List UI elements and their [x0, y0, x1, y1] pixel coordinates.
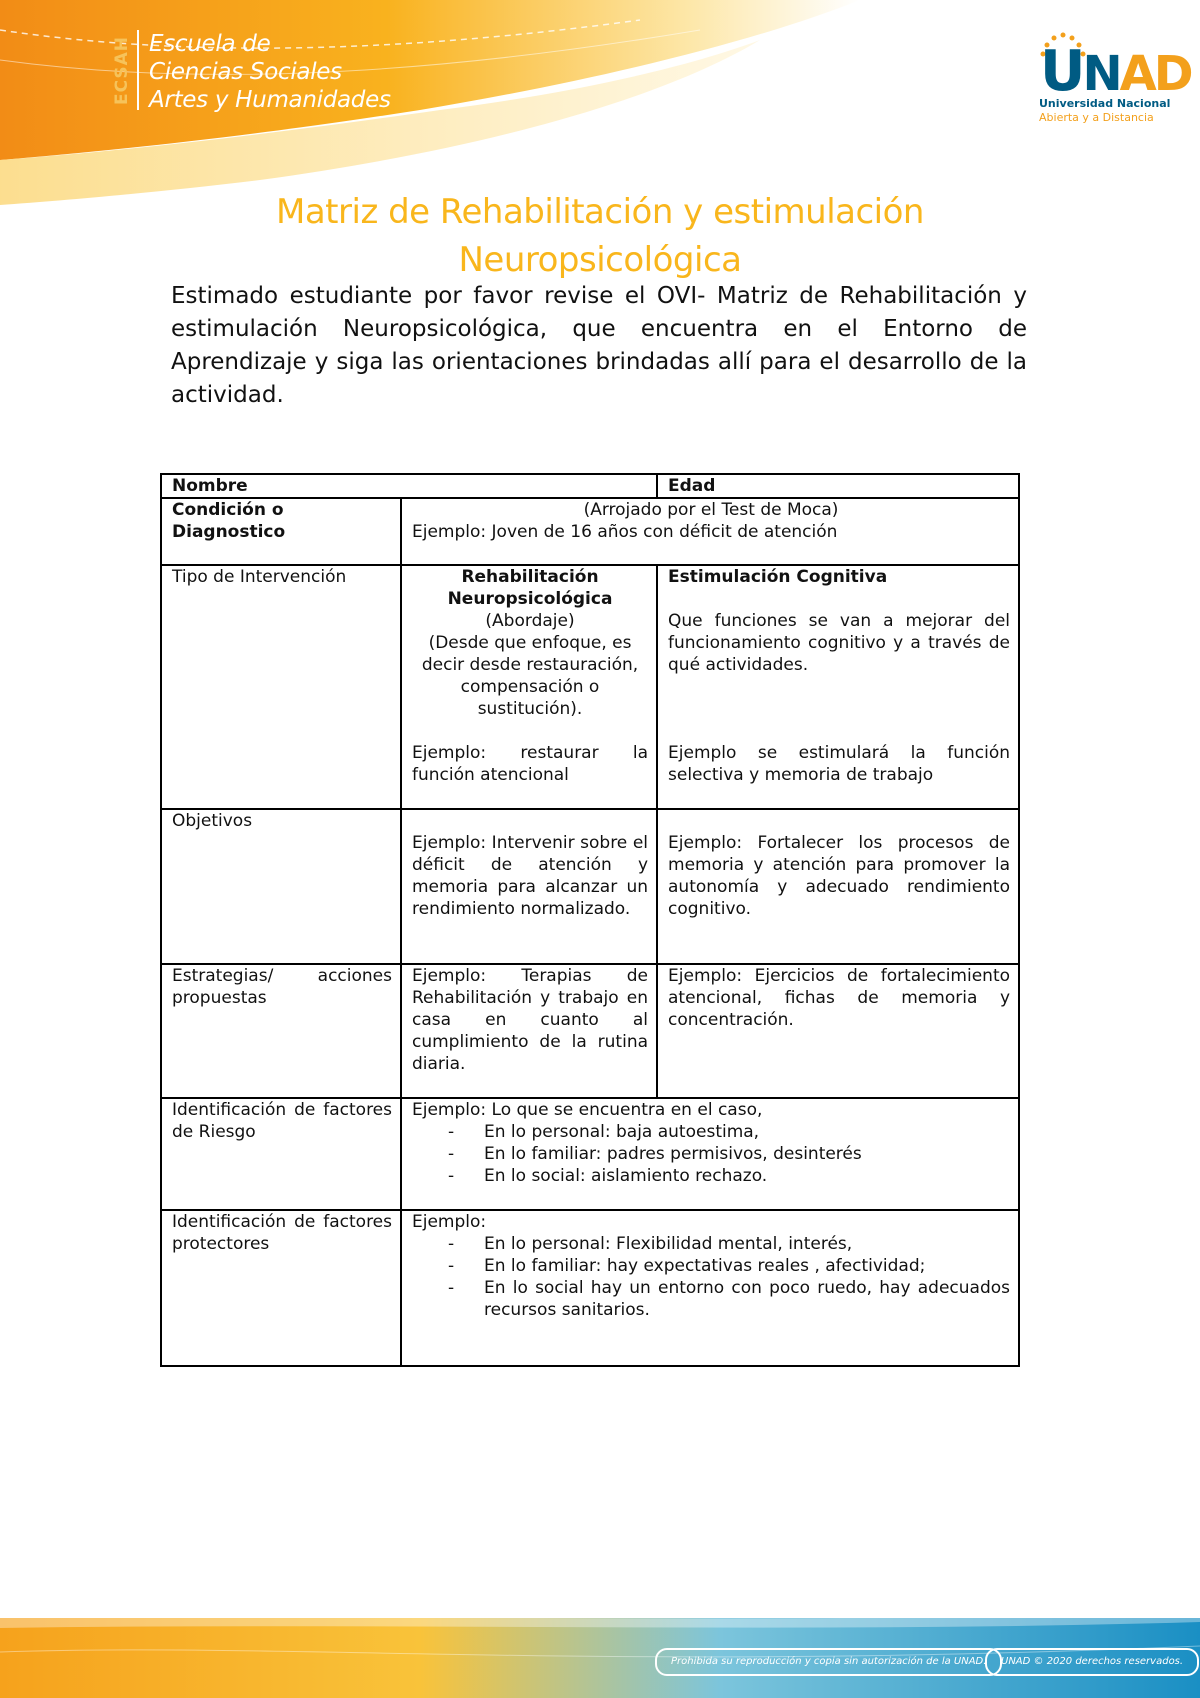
estim-cell — [657, 565, 1019, 809]
riesgo-cell — [401, 1098, 1019, 1210]
list-item: - En lo personal: baja autoestima, — [412, 1121, 1010, 1143]
objetivos-rehab: Ejemplo: Intervenir sobre el déficit de atención y memoria para alcanzar un rendimiento normalizado. — [412, 833, 649, 919]
condicion-line-2: Ejemplo: Joven de 16 años con déficit de atención — [412, 522, 838, 542]
rehabilitation-matrix-table — [160, 473, 1020, 1367]
table-row-tipo — [161, 565, 1019, 809]
logo-subtitle-2: Abierta y a Distancia — [1039, 111, 1154, 124]
table-row-objetivos — [161, 809, 1019, 964]
table-row-protectores — [161, 1210, 1019, 1366]
objetivos-estim: Ejemplo: Fortalecer los procesos de memoria y atención para promover la autonomía y adecuado rendimiento cognitivo. — [668, 833, 1011, 919]
title-line-1: Matriz de Rehabilitación y estimulación — [276, 192, 924, 232]
table-row-nombre — [161, 474, 1019, 498]
list-item: - En lo personal: Flexibilidad mental, interés, — [412, 1233, 1010, 1255]
table-row-estrategias — [161, 964, 1019, 1098]
objetivos-label: Objetivos — [161, 809, 401, 964]
list-item: - En lo familiar: hay expectativas reales , afectividad; — [412, 1255, 1010, 1277]
objetivos-rehab-cell — [401, 809, 657, 964]
riesgo-intro: Ejemplo: Lo que se encuentra en el caso, — [412, 1100, 763, 1120]
condicion-label: Condición o Diagnostico — [161, 498, 401, 565]
document-title — [150, 188, 1050, 284]
estim-title: Estimulación Cognitiva — [668, 567, 888, 587]
riesgo-list — [412, 1121, 1010, 1187]
rehab-cell — [401, 565, 657, 809]
table-row-condicion — [161, 498, 1019, 565]
estim-example: Ejemplo se estimulará la función selectiva y memoria de trabajo — [668, 743, 1011, 785]
condicion-line-1: (Arrojado por el Test de Moca) — [583, 500, 839, 520]
rehab-title: Rehabilitación Neuropsicológica — [447, 567, 613, 609]
protectores-label: Identificación de factores protectores — [161, 1210, 401, 1366]
protectores-intro: Ejemplo: — [412, 1212, 487, 1232]
unad-logo — [1037, 32, 1191, 132]
school-line-2: Ciencias Sociales — [149, 59, 342, 85]
title-line-2: Neuropsicológica — [458, 240, 742, 280]
edad-cell: Edad — [657, 474, 1019, 498]
condicion-value — [401, 498, 1019, 565]
school-abbreviation: ECSAH — [112, 30, 139, 110]
table-row-riesgo — [161, 1098, 1019, 1210]
estrategias-rehab: Ejemplo: Terapias de Rehabilitación y trabajo en casa en cuanto al cumplimiento de la rutina diaria. — [401, 964, 657, 1098]
page-header — [0, 0, 1200, 220]
intro-paragraph: Estimado estudiante por favor revise el OVI- Matriz de Rehabilitación y estimulación Neuropsicológica, que encuentra en el Entorno de Aprendizaje y siga las orientaciones brindadas allí para el desarrollo de la actividad. — [171, 283, 1027, 408]
footer-notice: Prohibida su reproducción y copia sin autorización de la UNAD. — [655, 1648, 1002, 1676]
list-item: - En lo familiar: padres permisivos, desinterés — [412, 1143, 1010, 1165]
riesgo-label: Identificación de factores de Riesgo — [161, 1098, 401, 1210]
school-name-block — [112, 30, 391, 114]
footer-copyright: UNAD © 2020 derechos reservados. — [985, 1648, 1199, 1676]
logo-subtitle-1: Universidad Nacional — [1039, 97, 1171, 110]
rehab-description: (Desde que enfoque, es decir desde restauración, compensación o sustitución). — [421, 633, 639, 719]
rehab-example: Ejemplo: restaurar la función atencional — [412, 743, 649, 785]
protectores-list — [412, 1233, 1010, 1321]
nombre-cell: Nombre — [161, 474, 657, 498]
school-line-1: Escuela de — [149, 31, 271, 57]
objetivos-estim-cell — [657, 809, 1019, 964]
list-item: - En lo social hay un entorno con poco ruedo, hay adecuados recursos sanitarios. — [412, 1277, 1010, 1321]
protectores-cell — [401, 1210, 1019, 1366]
rehab-abordaje: (Abordaje) — [485, 611, 575, 631]
estrategias-label: Estrategias/ acciones propuestas — [161, 964, 401, 1098]
tipo-label: Tipo de Intervención — [161, 565, 401, 809]
estrategias-estim: Ejemplo: Ejercicios de fortalecimiento atencional, fichas de memoria y concentración. — [657, 964, 1019, 1098]
estim-description: Que funciones se van a mejorar del funcionamiento cognitivo y a través de qué actividades. — [668, 611, 1011, 675]
logo-wordmark: UNAD — [1040, 39, 1191, 104]
list-item: - En lo social: aislamiento rechazo. — [412, 1165, 1010, 1187]
school-line-3: Artes y Humanidades — [149, 87, 391, 113]
